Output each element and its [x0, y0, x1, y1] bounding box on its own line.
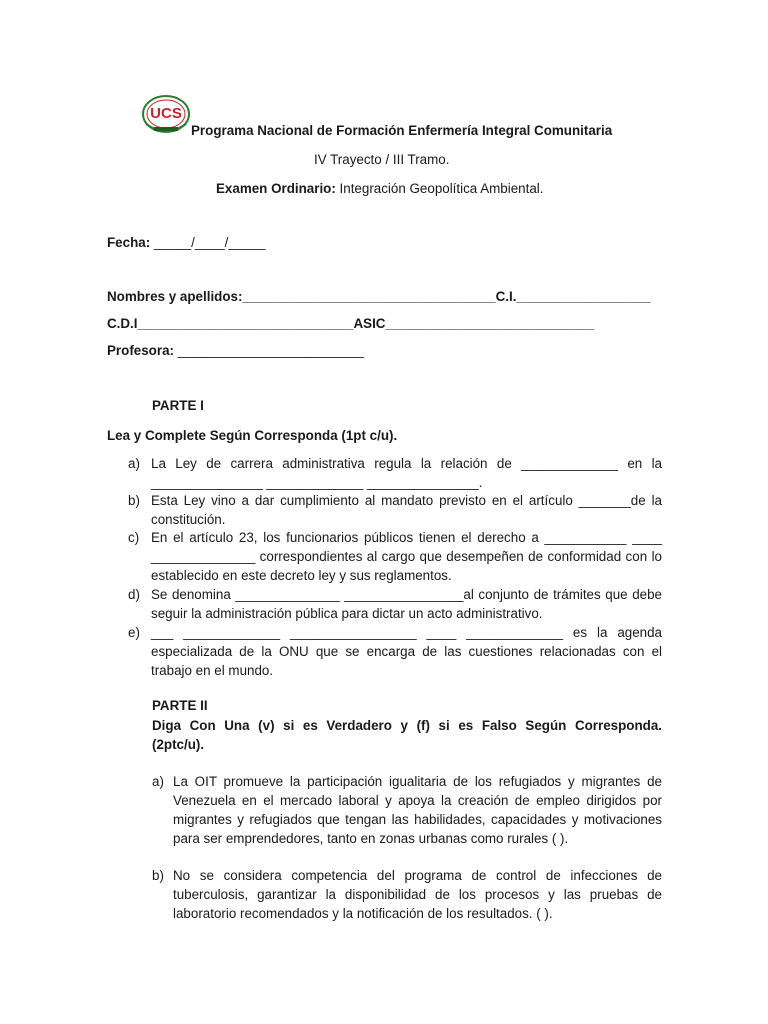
parte1-item-c	[128, 528, 662, 585]
item-label: e)	[128, 625, 140, 640]
parte1-item-a	[128, 454, 662, 492]
trayecto-line: IV Trayecto / III Tramo.	[314, 152, 450, 167]
nombres-field[interactable]: Nombres y apellidos:__________________________________C.I.__________________	[107, 289, 651, 304]
profesora-blank[interactable]: _________________________	[173, 343, 364, 358]
item-label: c)	[128, 530, 140, 545]
cdi-field[interactable]: C.D.I_____________________________ASIC____________________________	[107, 316, 594, 331]
parte2-title: PARTE II	[152, 698, 208, 713]
item-text: ___ _____________ _________________ ____ _____________ es la agenda especializada de la ONU que se encarga de las cuestiones relacionadas con el trabajo en el mundo.	[151, 625, 662, 678]
parte2-instruction	[152, 716, 662, 754]
item-label: a)	[128, 456, 140, 471]
logo-text: UCS	[150, 105, 182, 122]
item-text: Se denomina ______________ ________________al conjunto de trámites que debe seguir la administración pública para dictar un acto administrativo.	[151, 587, 662, 621]
item-text: La Ley de carrera administrativa regula la relación de _____________ en la _______________ _____________ _______________.	[151, 456, 662, 490]
item-text: Esta Ley vino a dar cumplimiento al mandato previsto en el artículo _______de la constitución.	[151, 493, 662, 527]
fecha-field	[107, 233, 266, 252]
ucs-logo	[140, 94, 192, 138]
item-text: No se considera competencia del programa de control de infecciones de tuberculosis, garantizar la disponibilidad de los procesos y las pruebas de laboratorio recomendados y la notificación de los resultados. ( ).	[173, 868, 662, 921]
parte1-instruction: Lea y Complete Según Corresponda (1pt c/u).	[107, 428, 398, 443]
parte2-instruction-line1: Diga Con Una (v) si es Verdadero y (f) si es Falso Según Corresponda.	[152, 718, 662, 733]
fecha-blank[interactable]: _____/____/_____	[150, 235, 266, 250]
parte2-item-a	[152, 772, 662, 848]
parte1-item-d	[128, 585, 662, 623]
item-label: b)	[152, 868, 164, 883]
exam-label: Examen Ordinario:	[216, 181, 336, 196]
program-title: Programa Nacional de Formación Enfermería Integral Comunitaria	[191, 123, 613, 138]
profesora-field	[107, 341, 364, 360]
exam-title	[216, 179, 544, 198]
parte1-title: PARTE I	[152, 398, 204, 413]
item-label: b)	[128, 493, 140, 508]
parte1-item-b	[128, 491, 662, 529]
exam-subject: Integración Geopolítica Ambiental.	[335, 181, 544, 196]
item-label: d)	[128, 587, 140, 602]
item-text: La OIT promueve la participación igualitaria de los refugiados y migrantes de Venezuela en el mercado laboral y apoya la creación de empleo dirigidos por migrantes y refugiados que tengan las habilidades, capacidades y motivaciones para ser emprendedores, tanto en zonas urbanas como rurales ( ).	[173, 774, 662, 846]
fecha-label: Fecha:	[107, 235, 151, 250]
profesora-label: Profesora:	[107, 343, 174, 358]
item-text: En el artículo 23, los funcionarios públicos tienen el derecho a ___________ ____ ______________ correspondientes al cargo que desempeñen de conformidad con lo establecido en este decreto ley y sus reglamentos.	[151, 530, 662, 583]
parte2-instruction-line2: (2ptc/u).	[152, 737, 205, 752]
parte2-item-b	[152, 866, 662, 923]
parte1-item-e	[128, 623, 662, 680]
item-label: a)	[152, 774, 164, 789]
